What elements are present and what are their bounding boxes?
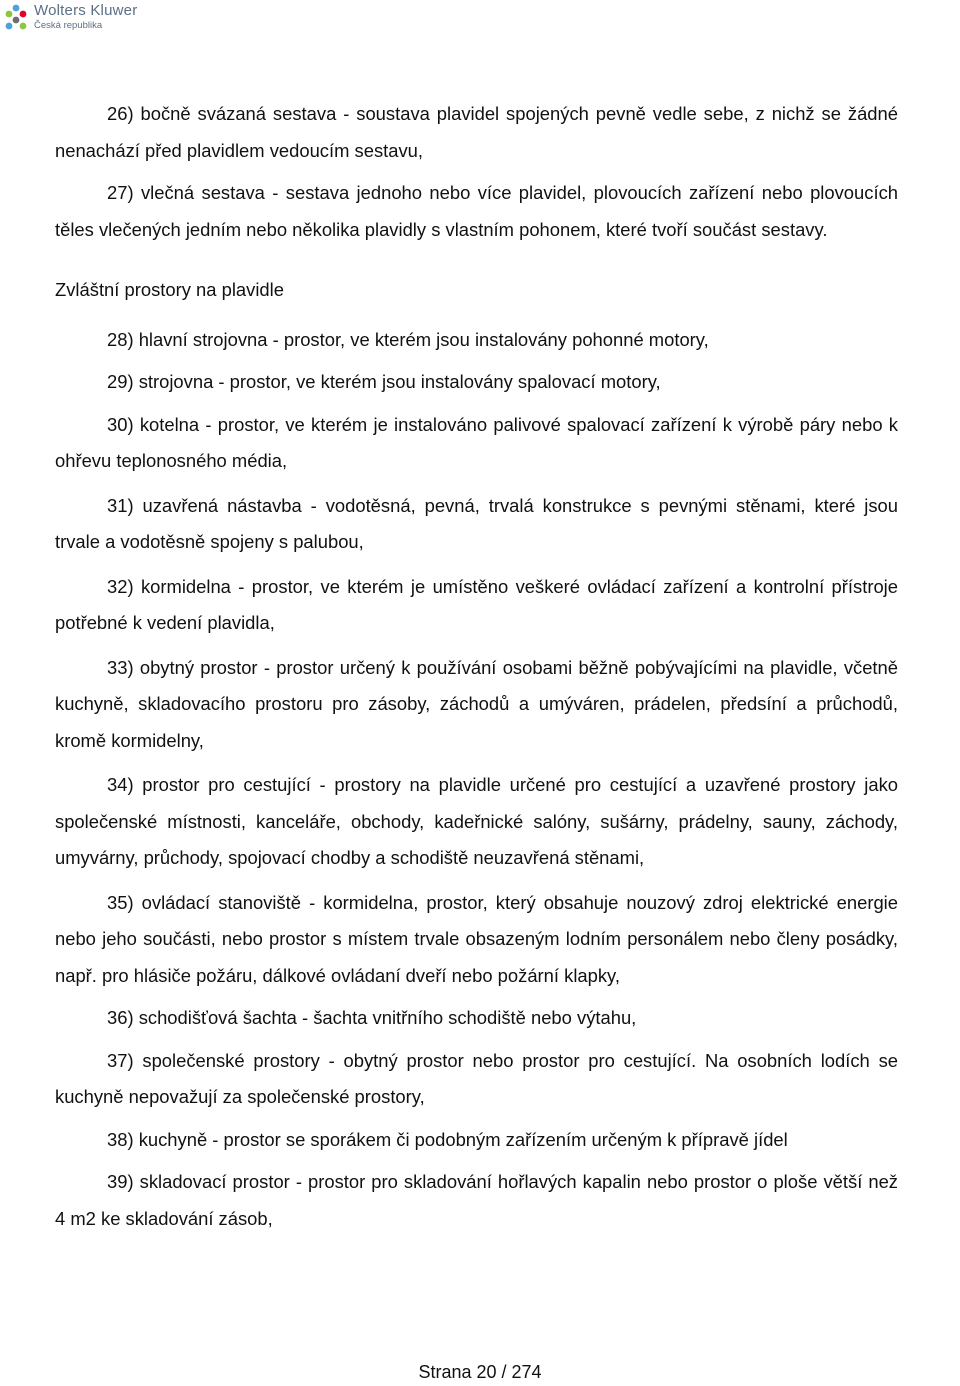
page-number: Strana 20 / 274 [418,1362,542,1382]
document-body [55,96,898,1237]
logo-name: Wolters Kluwer [34,2,138,19]
definition-27: 27) vlečná sestava - sestava jednoho nebo více plavidel, plovoucích zařízení nebo plovoucích těles vlečených jedním nebo několika plavidly s vlastním pohonem, které tvoří součást sestavy. [55,182,898,240]
wolters-kluwer-logo-icon [4,3,28,31]
definition-37: 37) společenské prostory - obytný prostor nebo prostor pro cestující. Na osobních lodích se kuchyně nepovažují za společenské prostory, [55,1049,898,1107]
section-heading: Zvláštní prostory na plavidle [55,279,284,300]
publisher-logo [4,3,137,31]
definition-39: 39) skladovací prostor - prostor pro skladování hořlavých kapalin nebo prostor o ploše větší než 4 m2 ke skladování zásob, [55,1171,898,1229]
definition-26: 26) bočně svázaná sestava - soustava plavidel spojených pevně vedle sebe, z nichž se žádné nenachází před plavidlem vedoucím sestavu, [55,103,898,161]
logo-subtitle: Česká republika [34,20,103,31]
definition-29: 29) strojovna - prostor, ve kterém jsou instalovány spalovací motory, [107,371,661,392]
definition-31: 31) uzavřená nástavba - vodotěsná, pevná, trvalá konstrukce s pevnými stěnami, které jsou trvale a vodotěsně spojeny s palubou, [55,494,898,552]
definition-35: 35) ovládací stanoviště - kormidelna, prostor, který obsahuje nouzový zdroj elektrické energie nebo jeho součásti, nebo prostor s místem trvale obsazeným lodním personálem nebo členy posádky, např. pro hlásiče požáru, dálkové ovládaní dveří nebo požární klapky, [55,891,898,986]
definition-36: 36) schodišťová šachta - šachta vnitřního schodiště nebo výtahu, [107,1007,637,1028]
definition-33: 33) obytný prostor - prostor určený k používání osobami běžně pobývajícími na plavidle, včetně kuchyně, skladovacího prostoru pro zásoby, záchodů a umýváren, prádelen, předsíní a průchodů, kromě kormidelny, [55,656,898,751]
definition-28: 28) hlavní strojovna - prostor, ve kterém jsou instalovány pohonné motory, [107,328,709,350]
definition-30: 30) kotelna - prostor, ve kterém je instalováno palivové spalovací zařízení k výrobě páry nebo k ohřevu teplonosného média, [55,413,898,471]
definition-32: 32) kormidelna - prostor, ve kterém je umístěno veškeré ovládací zařízení a kontrolní přístroje potřebné k vedení plavidla, [55,575,898,633]
definition-34: 34) prostor pro cestující - prostory na plavidle určené pro cestující a uzavřené prostory jako společenské místnosti, kanceláře, obchody, kadeřnické salóny, sušárny, prádelny, sauny, záchody, umyvárny, průchody, spojovací chodby a schodiště neuzavřená stěnami, [55,774,898,868]
definition-38: 38) kuchyně - prostor se sporákem či podobným zařízením určeným k přípravě jídel [107,1128,788,1150]
